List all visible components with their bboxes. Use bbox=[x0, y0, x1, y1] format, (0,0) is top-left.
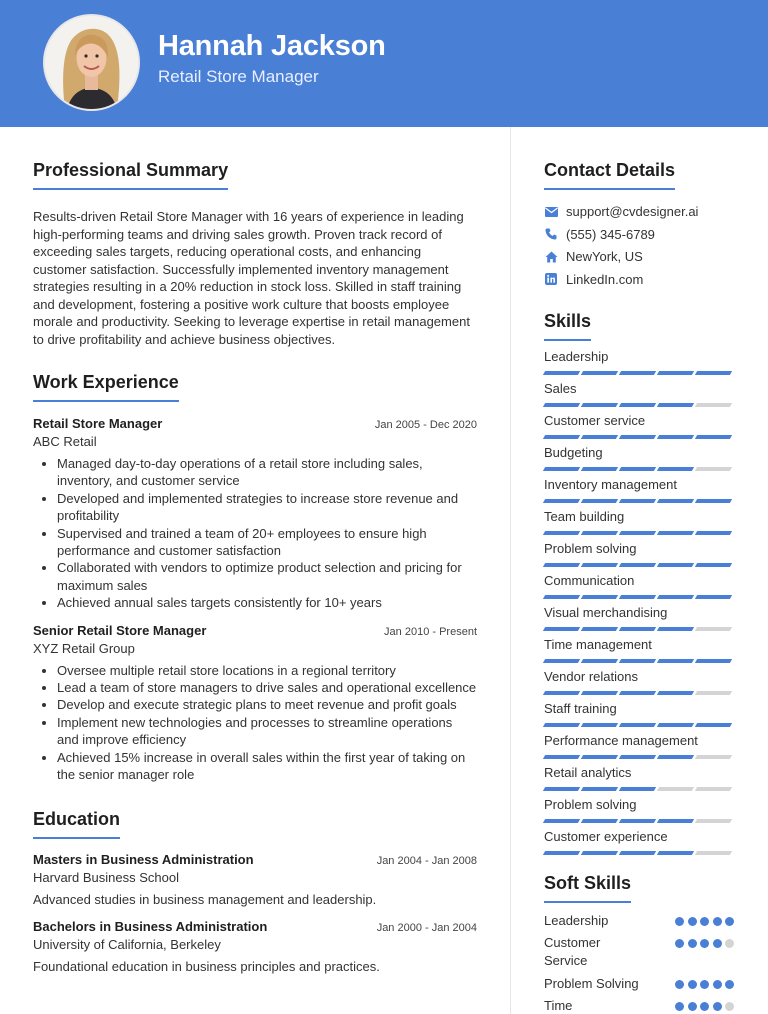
skill-item bbox=[544, 348, 734, 380]
soft-skills-heading: Soft Skills bbox=[544, 873, 631, 903]
soft-skill-name: Problem Solving bbox=[544, 976, 639, 991]
soft-skill-rating bbox=[675, 980, 734, 989]
skill-item bbox=[544, 604, 734, 636]
soft-skill-item bbox=[544, 912, 734, 930]
skill-item bbox=[544, 412, 734, 444]
side-column bbox=[544, 160, 734, 1014]
job-bullet: • Achieved annual sales targets consistently for 10+ years bbox=[57, 594, 477, 611]
skill-level-bar bbox=[544, 627, 734, 631]
skill-level-segment bbox=[581, 435, 618, 439]
skill-level-segment bbox=[657, 723, 694, 727]
skill-level-segment bbox=[695, 531, 732, 535]
skill-level-segment bbox=[543, 403, 580, 407]
job-bullet: • Managed day-to-day operations of a retail store including sales, inventory, and customer service bbox=[57, 455, 477, 490]
skill-level-segment bbox=[695, 787, 732, 791]
job-bullet: • Implement new technologies and processes to streamline operations and improve efficiency bbox=[57, 714, 477, 749]
skill-level-segment bbox=[581, 851, 618, 855]
rating-dot bbox=[713, 939, 722, 948]
skill-level-segment bbox=[619, 499, 656, 503]
skill-level-segment bbox=[657, 691, 694, 695]
skill-level-segment bbox=[657, 595, 694, 599]
skill-level-segment bbox=[543, 787, 580, 791]
skill-level-segment bbox=[657, 403, 694, 407]
rating-dot bbox=[725, 939, 734, 948]
soft-skill-rating bbox=[675, 917, 734, 926]
job-bullet: • Achieved 15% increase in overall sales within the first year of taking on the senior manager role bbox=[57, 749, 477, 784]
skill-level-segment bbox=[619, 531, 656, 535]
rating-dot bbox=[688, 1002, 697, 1011]
contact-email[interactable] bbox=[544, 203, 734, 221]
soft-skill-name: Time bbox=[544, 998, 573, 1013]
job-entry bbox=[33, 623, 477, 784]
skill-level-segment bbox=[581, 659, 618, 663]
location-text: NewYork, US bbox=[566, 249, 643, 265]
skill-name: Inventory management bbox=[544, 477, 677, 492]
skill-level-segment bbox=[581, 403, 618, 407]
skill-level-segment bbox=[581, 563, 618, 567]
skill-level-segment bbox=[543, 723, 580, 727]
skill-name: Problem solving bbox=[544, 541, 637, 556]
rating-dot bbox=[700, 1002, 709, 1011]
skill-level-segment bbox=[581, 691, 618, 695]
rating-dot bbox=[700, 980, 709, 989]
skill-level-segment bbox=[695, 435, 732, 439]
job-bullet: • Develop and execute strategic plans to meet revenue and profit goals bbox=[57, 696, 477, 713]
skill-level-segment bbox=[657, 531, 694, 535]
work-heading: Work Experience bbox=[33, 372, 179, 402]
soft-skill-name: Leadership bbox=[544, 913, 609, 928]
skill-name: Leadership bbox=[544, 349, 609, 364]
skill-name: Retail analytics bbox=[544, 765, 632, 780]
skill-level-segment bbox=[695, 467, 732, 471]
job-title: Retail Store Manager bbox=[33, 416, 163, 431]
home-icon bbox=[544, 250, 558, 264]
skill-level-segment bbox=[695, 851, 732, 855]
skill-item bbox=[544, 828, 734, 860]
job-company: XYZ Retail Group bbox=[33, 640, 135, 656]
skill-name: Visual merchandising bbox=[544, 605, 668, 620]
school: University of California, Berkeley bbox=[33, 936, 221, 952]
skill-item bbox=[544, 636, 734, 668]
skill-item bbox=[544, 732, 734, 764]
skill-level-segment bbox=[581, 627, 618, 631]
skills-list bbox=[544, 348, 734, 860]
soft-skill-rating bbox=[675, 939, 734, 948]
skill-level-segment bbox=[619, 691, 656, 695]
skill-level-segment bbox=[695, 819, 732, 823]
skill-name: Time management bbox=[544, 637, 652, 652]
skill-level-bar bbox=[544, 467, 734, 471]
skill-level-segment bbox=[543, 371, 580, 375]
skill-level-bar bbox=[544, 723, 734, 727]
skill-level-segment bbox=[543, 435, 580, 439]
job-bullet: • Supervised and trained a team of 20+ employees to ensure high performance and customer satisfaction bbox=[57, 525, 477, 560]
job-date: Jan 2010 - Present bbox=[384, 625, 477, 638]
skill-level-bar bbox=[544, 755, 734, 759]
skill-name: Customer experience bbox=[544, 829, 668, 844]
skill-level-segment bbox=[657, 755, 694, 759]
contact-heading: Contact Details bbox=[544, 160, 675, 190]
skill-item bbox=[544, 700, 734, 732]
contact-location bbox=[544, 248, 734, 266]
rating-dot bbox=[675, 1002, 684, 1011]
skill-level-segment bbox=[657, 563, 694, 567]
skill-level-segment bbox=[657, 659, 694, 663]
skill-level-bar bbox=[544, 371, 734, 375]
skill-item bbox=[544, 796, 734, 828]
skill-level-segment bbox=[619, 563, 656, 567]
skill-level-segment bbox=[619, 467, 656, 471]
skill-level-segment bbox=[581, 787, 618, 791]
school: Harvard Business School bbox=[33, 869, 179, 885]
skill-level-segment bbox=[543, 627, 580, 631]
skill-level-bar bbox=[544, 595, 734, 599]
skill-level-bar bbox=[544, 691, 734, 695]
skill-item bbox=[544, 508, 734, 540]
skill-level-segment bbox=[581, 723, 618, 727]
skill-level-segment bbox=[543, 755, 580, 759]
column-divider bbox=[510, 127, 511, 1014]
job-company: ABC Retail bbox=[33, 434, 97, 449]
skill-level-bar bbox=[544, 819, 734, 823]
skill-level-segment bbox=[695, 723, 732, 727]
rating-dot bbox=[725, 1002, 734, 1011]
skill-level-segment bbox=[657, 627, 694, 631]
phone-text: (555) 345-6789 bbox=[566, 226, 655, 242]
skill-level-segment bbox=[619, 435, 656, 439]
skill-level-segment bbox=[581, 531, 618, 535]
skill-level-segment bbox=[543, 467, 580, 471]
education-description: Advanced studies in business management and leadership. bbox=[33, 891, 377, 907]
education-heading: Education bbox=[33, 809, 120, 839]
skill-level-segment bbox=[543, 659, 580, 663]
skill-name: Budgeting bbox=[544, 445, 603, 460]
skill-level-bar bbox=[544, 659, 734, 663]
rating-dot bbox=[713, 1002, 722, 1011]
skill-level-segment bbox=[581, 467, 618, 471]
skill-level-segment bbox=[657, 851, 694, 855]
rating-dot bbox=[688, 939, 697, 948]
skill-level-segment bbox=[581, 755, 618, 759]
skill-level-segment bbox=[619, 403, 656, 407]
soft-skill-item bbox=[544, 934, 734, 970]
soft-skill-name: Customer Service bbox=[544, 935, 601, 968]
skill-level-segment bbox=[619, 659, 656, 663]
skill-level-segment bbox=[695, 499, 732, 503]
education-date: Jan 2004 - Jan 2008 bbox=[376, 854, 477, 867]
contact-phone[interactable] bbox=[544, 226, 734, 244]
skill-level-segment bbox=[657, 819, 694, 823]
job-entry bbox=[33, 416, 477, 612]
skills-heading: Skills bbox=[544, 311, 591, 341]
skill-level-segment bbox=[657, 467, 694, 471]
soft-skill-item bbox=[544, 975, 734, 993]
skill-level-segment bbox=[695, 627, 732, 631]
degree: Masters in Business Administration bbox=[33, 851, 254, 867]
job-bullets bbox=[33, 662, 477, 784]
job-bullet: • Lead a team of store managers to drive sales and operational excellence bbox=[57, 679, 477, 696]
skill-level-segment bbox=[581, 499, 618, 503]
education-entry bbox=[33, 919, 477, 974]
skill-level-bar bbox=[544, 403, 734, 407]
skill-level-bar bbox=[544, 563, 734, 567]
main-column bbox=[33, 160, 477, 974]
resume-header bbox=[0, 0, 768, 127]
linkedin-text: LinkedIn.com bbox=[566, 271, 644, 287]
job-bullet: • Oversee multiple retail store locations in a regional territory bbox=[57, 662, 477, 679]
rating-dot bbox=[725, 980, 734, 989]
rating-dot bbox=[688, 917, 697, 926]
skill-level-segment bbox=[543, 595, 580, 599]
skill-name: Sales bbox=[544, 381, 577, 396]
job-bullet: • Collaborated with vendors to optimize product selection and pricing for maximum sales bbox=[57, 559, 477, 594]
skill-level-segment bbox=[657, 371, 694, 375]
skill-level-segment bbox=[581, 819, 618, 823]
job-bullets bbox=[33, 455, 477, 612]
envelope-icon bbox=[544, 205, 558, 219]
skill-level-segment bbox=[543, 499, 580, 503]
skill-item bbox=[544, 572, 734, 604]
skill-level-segment bbox=[695, 755, 732, 759]
education-description: Foundational education in business principles and practices. bbox=[33, 958, 380, 974]
rating-dot bbox=[700, 939, 709, 948]
candidate-name: Hannah Jackson bbox=[158, 30, 386, 62]
skill-level-bar bbox=[544, 435, 734, 439]
skill-level-segment bbox=[619, 819, 656, 823]
education-entry bbox=[33, 852, 477, 907]
skill-name: Performance management bbox=[544, 733, 698, 748]
rating-dot bbox=[675, 939, 684, 948]
skill-item bbox=[544, 764, 734, 796]
skill-name: Communication bbox=[544, 573, 635, 588]
skill-name: Customer service bbox=[544, 413, 646, 428]
skill-level-segment bbox=[695, 691, 732, 695]
degree: Bachelors in Business Administration bbox=[33, 918, 268, 934]
soft-skill-item bbox=[544, 997, 734, 1014]
skill-level-segment bbox=[543, 531, 580, 535]
skill-item bbox=[544, 668, 734, 700]
skill-level-segment bbox=[581, 371, 618, 375]
skill-item bbox=[544, 476, 734, 508]
skill-level-segment bbox=[695, 563, 732, 567]
skill-name: Problem solving bbox=[544, 797, 637, 812]
skill-level-segment bbox=[581, 595, 618, 599]
profile-photo bbox=[43, 14, 140, 111]
skill-level-segment bbox=[619, 627, 656, 631]
contact-linkedin[interactable] bbox=[544, 271, 734, 289]
skill-level-segment bbox=[657, 787, 694, 791]
summary-heading: Professional Summary bbox=[33, 160, 228, 190]
skill-name: Team building bbox=[544, 509, 625, 524]
skill-level-segment bbox=[619, 723, 656, 727]
skill-item bbox=[544, 444, 734, 476]
rating-dot bbox=[725, 917, 734, 926]
skill-level-segment bbox=[543, 851, 580, 855]
skill-item bbox=[544, 380, 734, 412]
skill-level-segment bbox=[543, 563, 580, 567]
rating-dot bbox=[700, 917, 709, 926]
skill-level-segment bbox=[695, 371, 732, 375]
candidate-role: Retail Store Manager bbox=[158, 67, 319, 86]
job-date: Jan 2005 - Dec 2020 bbox=[374, 419, 477, 431]
skill-level-segment bbox=[543, 819, 580, 823]
summary-text: Results-driven Retail Store Manager with 16 years of experience in leading high-performing teams and driving sales growth. Proven track record of exceeding sales targets, reducing operational costs, and enhancing customer satisfaction. Successfully implemented inventory management strategies resulting in a 20% reduction in stock loss. Skilled in staff training and development, fostering a positive work culture that boosts employee morale and productivity. Seeking to leverage expertise in retail management to drive profitability and achieve business objectives. bbox=[33, 209, 470, 347]
skill-level-segment bbox=[619, 787, 656, 791]
skill-level-bar bbox=[544, 499, 734, 503]
skill-level-segment bbox=[619, 371, 656, 375]
skill-name: Staff training bbox=[544, 701, 617, 716]
skill-level-segment bbox=[695, 659, 732, 663]
job-title: Senior Retail Store Manager bbox=[33, 622, 207, 638]
skill-level-segment bbox=[543, 691, 580, 695]
skill-level-segment bbox=[695, 595, 732, 599]
skill-level-bar bbox=[544, 787, 734, 791]
linkedin-icon bbox=[544, 272, 558, 286]
skill-level-segment bbox=[657, 499, 694, 503]
rating-dot bbox=[675, 917, 684, 926]
phone-icon bbox=[544, 227, 558, 241]
rating-dot bbox=[688, 980, 697, 989]
soft-skill-rating bbox=[675, 1002, 734, 1011]
skill-level-segment bbox=[657, 435, 694, 439]
skill-level-segment bbox=[619, 595, 656, 599]
skill-name: Vendor relations bbox=[544, 669, 638, 684]
rating-dot bbox=[713, 980, 722, 989]
education-date: Jan 2000 - Jan 2004 bbox=[376, 921, 477, 934]
skill-level-segment bbox=[619, 851, 656, 855]
job-bullet: • Developed and implemented strategies to increase store revenue and profitability bbox=[57, 490, 477, 525]
rating-dot bbox=[713, 917, 722, 926]
rating-dot bbox=[675, 980, 684, 989]
email-text: support@cvdesigner.ai bbox=[566, 204, 699, 220]
soft-skills-list bbox=[544, 912, 734, 1014]
skill-level-segment bbox=[695, 403, 732, 407]
skill-level-bar bbox=[544, 531, 734, 535]
skill-item bbox=[544, 540, 734, 572]
skill-level-segment bbox=[619, 755, 656, 759]
skill-level-bar bbox=[544, 851, 734, 855]
